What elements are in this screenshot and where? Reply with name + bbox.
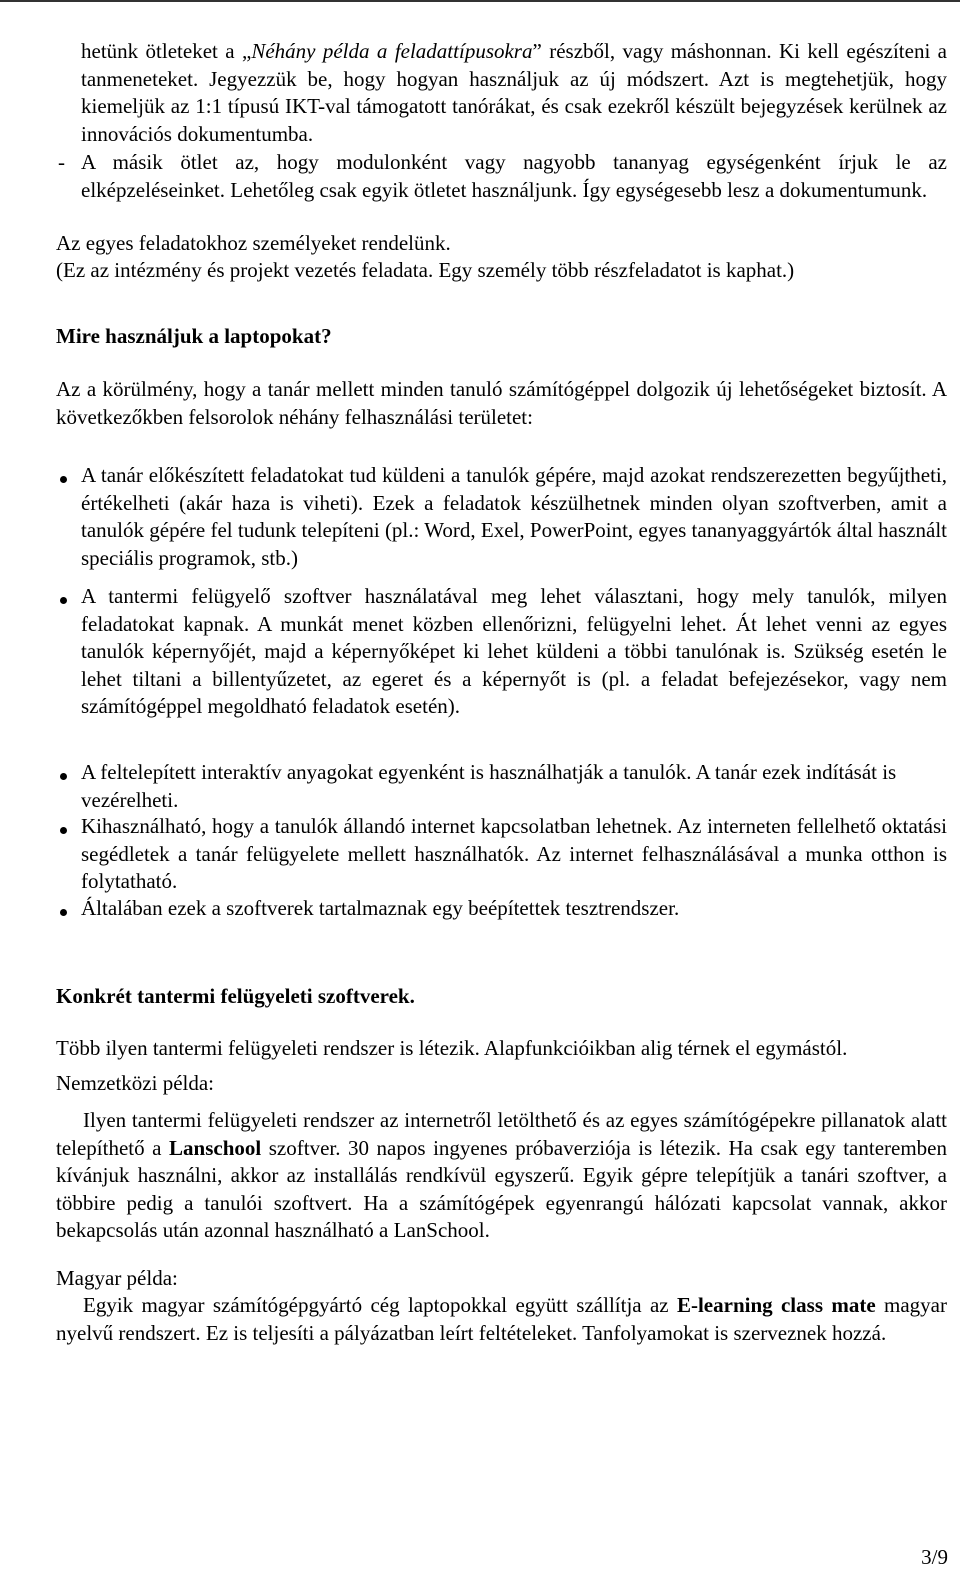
hu-text-pre: Egyik magyar számítógépgyártó cég laptopokkal együtt szállítja az xyxy=(83,1293,677,1317)
bullet-item: A feltelepített interaktív anyagokat egyenként is használhatják a tanulók. A tanár ezek indítását is vezérelheti. xyxy=(81,760,897,812)
assign-line-2: (Ez az intézmény és projekt vezetés feladata. Egy személy több részfeladatot is kaphat.) xyxy=(56,258,795,282)
bullet-dot xyxy=(60,773,67,780)
intro-paragraph xyxy=(81,38,947,148)
bullet-dot xyxy=(60,597,67,604)
page-number: 3/9 xyxy=(921,1545,948,1569)
assign-line-1: Az egyes feladatokhoz személyeket rendelünk. xyxy=(56,231,451,255)
dash-item-text: A másik ötlet az, hogy modulonként vagy nagyobb tananyag egységenként írjuk le az elképzeléseinket. Lehetőleg csak egyik ötletet használjunk. Így egységesebb lesz a dokumentumunk. xyxy=(81,150,947,202)
international-example-text xyxy=(56,1107,947,1245)
hungarian-example-label: Magyar példa: xyxy=(56,1266,178,1290)
bullet-dot xyxy=(60,827,67,834)
lanschool-name: Lanschool xyxy=(169,1135,262,1160)
intro-text-italic: Néhány példa a feladattípusokra xyxy=(251,39,533,63)
elearning-class-mate-name: E-learning class mate xyxy=(676,1293,876,1317)
intl-text-pre: Ilyen tantermi felügyeleti rendszer az internetről letölthető és az egyes számítógépekre pillanatok alatt telepíthető a xyxy=(56,1108,947,1160)
heading-laptops: Mire használjuk a laptopokat? xyxy=(56,324,332,348)
bullet-item: A tanár előkészített feladatokat tud küldeni a tanulók gépére, majd azokat rendszerezetten begyűjtheti, értékelheti (akár haza is viheti). Ezek a feladatok készülhetnek minden olyan szoftverben, amit a tanulók gépére fel tudunk telepíteni (pl.: Word, Exel, PowerPoint, egyes tananyaggyártók által használt speciális programok, stb.) xyxy=(81,463,947,570)
bullet-item: Kihasználható, hogy a tanulók állandó internet kapcsolatban lehetnek. Az interneten fellelhető oktatási segédletek a tanár felügyelete mellett használhatók. Az internet felhasználásával a munka otthon is folytatható. xyxy=(81,814,947,894)
bullet-item: Általában ezek a szoftverek tartalmaznak egy beépítettek tesztrendszer. xyxy=(81,896,680,920)
paragraph-many-systems: Több ilyen tantermi felügyeleti rendszer is létezik. Alapfunkcióikban alig térnek el egymástól. xyxy=(56,1036,848,1060)
intro-text-post: ” részből, vagy máshonnan. Ki kell egészíteni a tanmeneteket. Jegyezzük be, hogy hogyan használjuk az új módszert. Azt is megtehetjük, hogy kiemeljük az 1:1 típusú IKT-val támogatott tanórákat, és csak ezekről készült bejegyzések kerülnek az innovációs dokumentumba. xyxy=(81,39,947,146)
intro-text-pre: hetünk ötleteket a „ xyxy=(81,39,252,63)
bullet-item: A tantermi felügyelő szoftver használatával meg lehet választani, hogy mely tanulók, milyen feladatokat kapnak. A munkát menet közben ellenőrizni, felügyelni lehet. Át lehet venni az egyes tanulók képernyőjét, majd a képernyőképet ki lehet küldeni a többi tanulónak is. Szükség esetén le lehet tiltani a billentyűzetet, az egeret és a képernyőt is (pl. a feladat befejezésekor, vagy nem számítógéppel megoldható feladatok esetén). xyxy=(81,584,947,719)
hu-text-post: magyar nyelvű rendszert. Ez is teljesíti a pályázatban leírt feltételeket. Tanfolyamokat is szerveznek hozzá. xyxy=(56,1293,947,1345)
international-example-label: Nemzetközi példa: xyxy=(56,1071,215,1095)
top-border xyxy=(0,0,960,2)
intl-text-post: szoftver. 30 napos ingyenes próbaverziója is létezik. Ha csak egy tanteremben kívánjuk használni, akkor az installálás rendkívül egyszerű. Egyik gépre telepítjük a tanári szoftver, a többire pedig a tanulói szoftvert. Ha a számítógépek egyenrangú hálózati kapcsolat vannak, akkor bekapcsolás után azonnal használható a LanSchool. xyxy=(56,1135,947,1243)
heading-software: Konkrét tantermi felügyeleti szoftverek. xyxy=(56,984,415,1008)
bullet-dot xyxy=(60,909,67,916)
dash-marker: - xyxy=(58,150,65,174)
bullet-dot xyxy=(60,476,67,483)
hungarian-example-text xyxy=(56,1292,947,1347)
paragraph-usage-intro: Az a körülmény, hogy a tanár mellett minden tanuló számítógéppel dolgozik új lehetőségeket biztosít. A következőkben felsorolok néhány felhasználási területet: xyxy=(56,377,947,429)
